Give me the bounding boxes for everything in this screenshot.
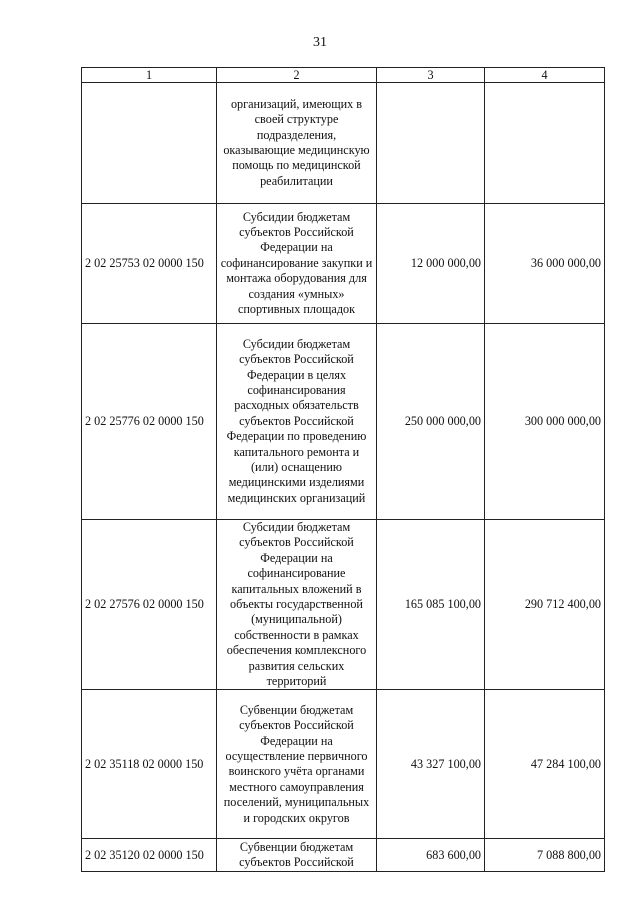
amount-col3-cell (377, 83, 485, 204)
amount-col4-cell: 7 088 800,00 (485, 839, 605, 872)
table-row (82, 83, 605, 204)
revenue-code-cell: 2 02 35120 02 0000 150 (82, 839, 217, 872)
table-row (82, 839, 605, 872)
amount-col4-cell: 300 000 000,00 (485, 324, 605, 520)
table-row (82, 690, 605, 839)
revenue-name-cell: Субвенции бюджетам субъектов Российской (217, 839, 377, 872)
revenue-code-cell: 2 02 25753 02 0000 150 (82, 204, 217, 324)
revenue-code-cell: 2 02 25776 02 0000 150 (82, 324, 217, 520)
revenue-code-cell: 2 02 35118 02 0000 150 (82, 690, 217, 839)
amount-col4-cell (485, 83, 605, 204)
column-header-2: 2 (217, 68, 377, 83)
amount-col3-cell: 43 327 100,00 (377, 690, 485, 839)
table-header-row (82, 68, 605, 83)
revenue-code-cell: 2 02 27576 02 0000 150 (82, 520, 217, 690)
revenue-name-cell: Субсидии бюджетам субъектов Российской Федерации на софинансирование капитальных вложений в объекты государственной (муниципальной) собственности в рамках обеспечения комплексного развития сельских территорий (217, 520, 377, 690)
revenue-name-cell: организаций, имеющих в своей структуре подразделения, оказывающие медицинскую помощь по медицинской реабилитации (217, 83, 377, 204)
amount-col4-cell: 36 000 000,00 (485, 204, 605, 324)
revenue-name-cell: Субсидии бюджетам субъектов Российской Федерации в целях софинансирования расходных обязательств субъектов Российской Федерации по проведению капитального ремонта и (или) оснащению медицинскими изделиями медицинских организаций (217, 324, 377, 520)
revenue-code-cell (82, 83, 217, 204)
column-header-3: 3 (377, 68, 485, 83)
column-header-1: 1 (82, 68, 217, 83)
budget-revenue-table (81, 67, 605, 872)
column-header-4: 4 (485, 68, 605, 83)
page-number: 31 (313, 35, 327, 50)
table-row (82, 324, 605, 520)
amount-col4-cell: 290 712 400,00 (485, 520, 605, 690)
amount-col3-cell: 12 000 000,00 (377, 204, 485, 324)
table-row (82, 520, 605, 690)
table-row (82, 204, 605, 324)
amount-col3-cell: 250 000 000,00 (377, 324, 485, 520)
amount-col3-cell: 165 085 100,00 (377, 520, 485, 690)
amount-col3-cell: 683 600,00 (377, 839, 485, 872)
revenue-name-cell: Субвенции бюджетам субъектов Российской Федерации на осуществление первичного воинского учёта органами местного самоуправления поселений, муниципальных и городских округов (217, 690, 377, 839)
amount-col4-cell: 47 284 100,00 (485, 690, 605, 839)
revenue-name-cell: Субсидии бюджетам субъектов Российской Федерации на софинансирование закупки и монтажа оборудования для создания «умных» спортивных площадок (217, 204, 377, 324)
